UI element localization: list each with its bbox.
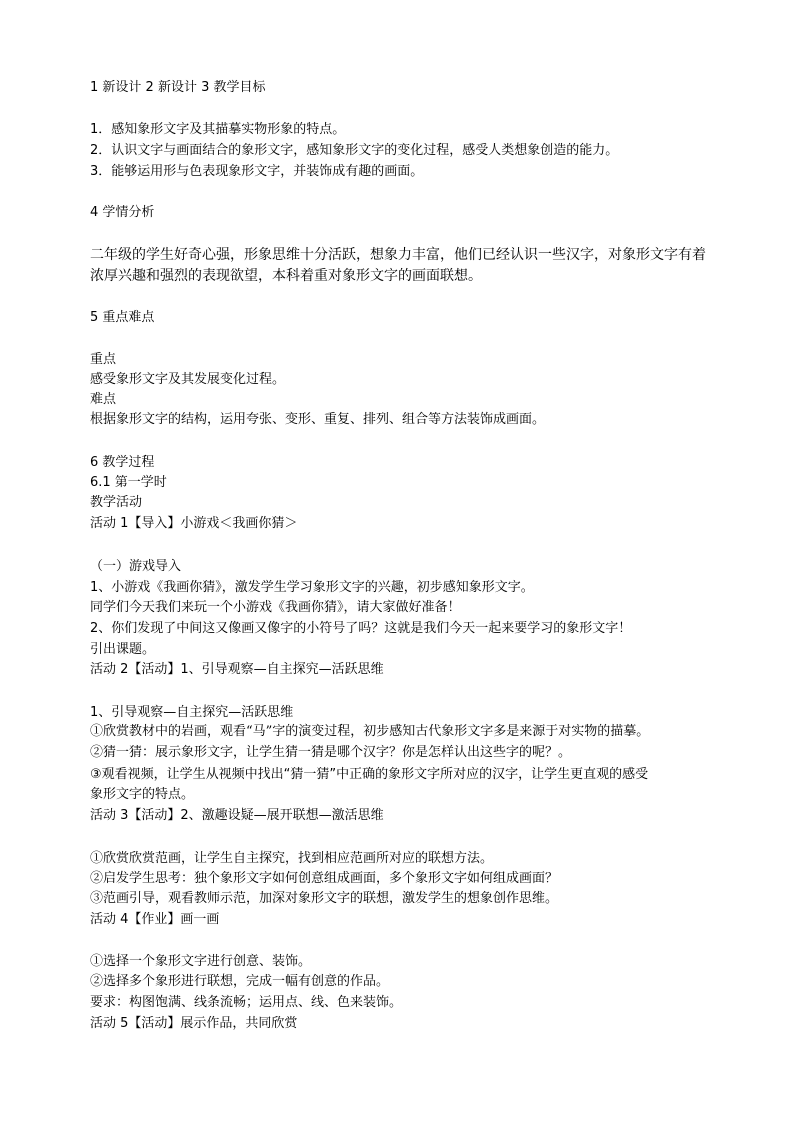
activity-1-line-3: 同学们今天我们来玩一个小游戏《我画你猜》，请大家做好准备！	[90, 600, 461, 615]
activity-5-title: 活动 5【活动】展示作品，共同欣赏	[90, 1016, 298, 1031]
section-title-process: 6 教学过程	[90, 455, 155, 470]
activity-1-line-1: （一）游戏导入	[90, 559, 182, 574]
objective-1: 1．感知象形文字及其描摹实物形象的特点。	[90, 122, 346, 137]
difficulty-text: 根据象形文字的结构，运用夸张、变形、重复、排列、组合等方法装饰成画面。	[90, 412, 546, 427]
activity-2-line-4: ③观看视频，让学生从视频中找出“猜一猜”中正确的象形文字所对应的汉字，让学生更直观的感受	[90, 767, 649, 782]
objective-2: 2．认识文字与画面结合的象形文字，感知象形文字的变化过程，感受人类想象创造的能力。	[90, 143, 619, 158]
section-title-key-points: 5 重点难点	[90, 310, 155, 325]
objective-3: 3．能够运用形与色表现象形文字，并装饰成有趣的画面。	[90, 164, 424, 179]
activity-4-title: 活动 4【作业】画一画	[90, 912, 220, 927]
activities-label: 教学活动	[90, 495, 143, 510]
activity-2-line-2: ①欣赏教材中的岩画，观看“马”字的演变过程，初步感知古代象形文字多是来源于对实物的描摹。	[90, 724, 650, 739]
activity-2-line-5: 象形文字的特点。	[90, 787, 195, 802]
activity-1-line-4: 2、你们发现了中间这又像画又像字的小符号了吗？这就是我们今天一起来要学习的象形文字！	[90, 621, 632, 636]
key-text: 感受象形文字及其发展变化过程。	[90, 372, 286, 387]
activity-1-line-5: 引出课题。	[90, 642, 156, 657]
key-label: 重点	[90, 352, 117, 367]
activity-1-title: 活动 1【导入】小游戏＜我画你猜＞	[90, 516, 298, 531]
difficulty-label: 难点	[90, 392, 117, 407]
activity-2-title: 活动 2【活动】1、引导观察—自主探究—活跃思维	[90, 662, 384, 677]
activity-1-line-2: 1、小游戏《我画你猜》，激发学生学习象形文字的兴趣，初步感知象形文字。	[90, 580, 534, 595]
activity-4-line-1: ①选择一个象形文字进行创意、装饰。	[90, 954, 312, 969]
activity-2-line-1: 1、引导观察—自主探究—活跃思维	[90, 705, 294, 720]
activity-2-line-3: ②猜一猜：展示象形文字，让学生猜一猜是哪个汉字？你是怎样认出这些字的呢？。	[90, 745, 572, 760]
activity-3-title: 活动 3【活动】2、激趣设疑—展开联想—激活思维	[90, 808, 384, 823]
analysis-line-2: 浓厚兴趣和强烈的表现欲望，本科着重对象形文字的画面联想。	[90, 268, 482, 284]
lesson-title: 6.1 第一学时	[90, 475, 167, 490]
analysis-line-1: 二年级的学生好奇心强，形象思维十分活跃，想象力丰富，他们已经认识一些汉字，对象形文字有着	[90, 247, 706, 263]
activity-4-line-3: 要求：构图饱满、线条流畅；运用点、线、色来装饰。	[90, 995, 403, 1010]
activity-3-line-2: ②启发学生思考：独个象形文字如何创意组成画面，多个象形文字如何组成画面？	[90, 871, 559, 886]
activity-4-line-2: ②选择多个象形进行联想，完成一幅有创意的作品。	[90, 974, 390, 989]
activity-3-line-1: ①欣赏欣赏范画，让学生自主探究，找到相应范画所对应的联想方法。	[90, 851, 494, 866]
activity-3-line-3: ③范画引导，观看教师示范，加深对象形文字的联想，激发学生的想象创作思维。	[90, 891, 559, 906]
section-title-analysis: 4 学情分析	[90, 205, 155, 220]
header-line: 1 新设计 2 新设计 3 教学目标	[90, 80, 266, 95]
